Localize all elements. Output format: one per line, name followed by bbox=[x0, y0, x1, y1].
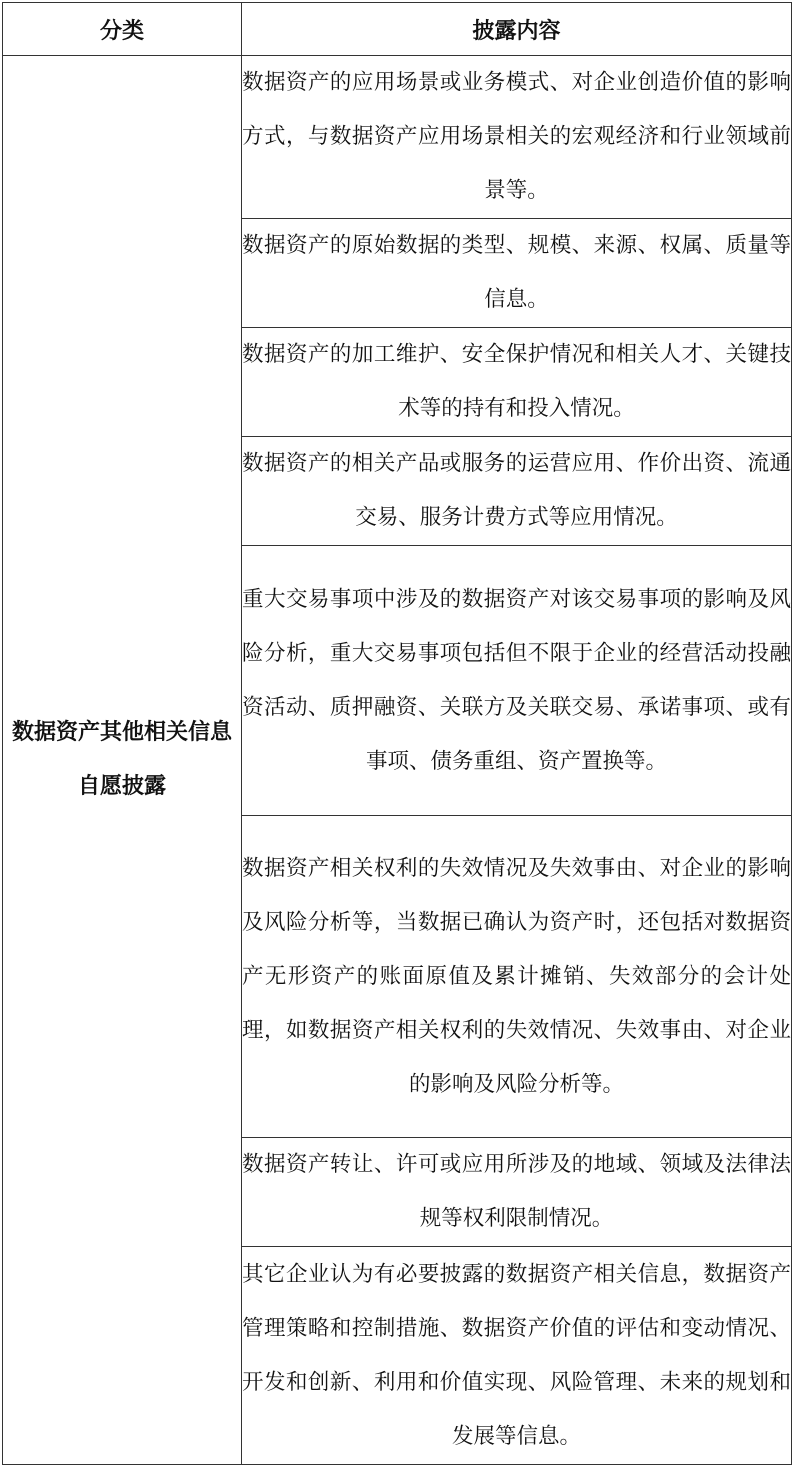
content-cell: 数据资产的原始数据的类型、规模、来源、权属、质量等信息。 bbox=[242, 219, 792, 328]
disclosure-table bbox=[2, 2, 792, 1465]
content-cell: 数据资产的应用场景或业务模式、对企业创造价值的影响方式，与数据资产应用场景相关的宏观经济和行业领域前景等。 bbox=[242, 56, 792, 219]
header-content: 披露内容 bbox=[242, 3, 792, 56]
table-header-row bbox=[3, 3, 792, 56]
content-cell: 数据资产的加工维护、安全保护情况和相关人才、关键技术等的持有和投入情况。 bbox=[242, 328, 792, 437]
content-cell: 数据资产相关权利的失效情况及失效事由、对企业的影响及风险分析等，当数据已确认为资产时，还包括对数据资产无形资产的账面原值及累计摊销、失效部分的会计处理，如数据资产相关权利的失效情况、失效事由、对企业的影响及风险分析等。 bbox=[242, 816, 792, 1138]
table-row bbox=[3, 56, 792, 219]
header-category: 分类 bbox=[3, 3, 242, 56]
content-cell: 重大交易事项中涉及的数据资产对该交易事项的影响及风险分析，重大交易事项包括但不限于企业的经营活动投融资活动、质押融资、关联方及关联交易、承诺事项、或有事项、债务重组、资产置换等。 bbox=[242, 546, 792, 816]
content-cell: 其它企业认为有必要披露的数据资产相关信息，数据资产管理策略和控制措施、数据资产价值的评估和变动情况、开发和创新、利用和价值实现、风险管理、未来的规划和发展等信息。 bbox=[242, 1247, 792, 1465]
content-cell: 数据资产的相关产品或服务的运营应用、作价出资、流通交易、服务计费方式等应用情况。 bbox=[242, 437, 792, 546]
category-cell: 数据资产其他相关信息自愿披露 bbox=[3, 56, 242, 1465]
content-cell: 数据资产转让、许可或应用所涉及的地域、领域及法律法规等权利限制情况。 bbox=[242, 1138, 792, 1247]
